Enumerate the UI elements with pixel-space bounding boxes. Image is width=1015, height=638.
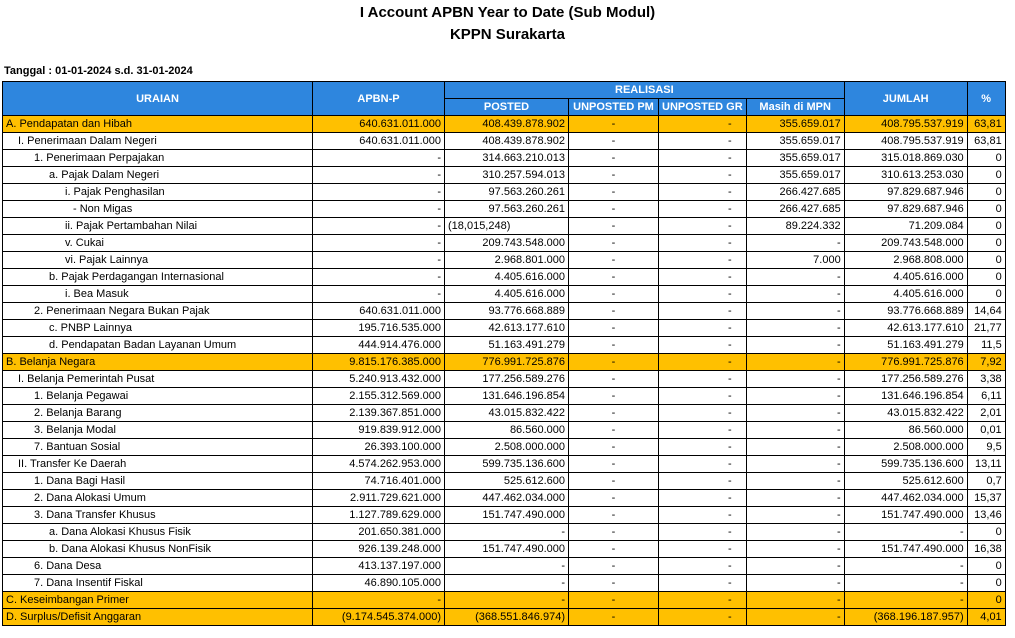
- cell-unposted-pm: -: [569, 167, 659, 184]
- cell-jumlah: -: [844, 558, 967, 575]
- cell-unposted-pm: -: [569, 150, 659, 167]
- cell-unposted-pm: -: [569, 252, 659, 269]
- cell-apbnp: -: [313, 184, 445, 201]
- cell-masih-mpn: -: [746, 354, 844, 371]
- cell-jumlah: 310.613.253.030: [844, 167, 967, 184]
- cell-unposted-gr: -: [659, 269, 747, 286]
- cell-masih-mpn: -: [746, 490, 844, 507]
- cell-unposted-pm: -: [569, 269, 659, 286]
- cell-uraian: C. Keseimbangan Primer: [3, 592, 313, 609]
- cell-unposted-gr: -: [659, 507, 747, 524]
- cell-uraian: a. Pajak Dalam Negeri: [3, 167, 313, 184]
- cell-posted: -: [445, 524, 569, 541]
- cell-jumlah: 599.735.136.600: [844, 456, 967, 473]
- cell-masih-mpn: -: [746, 575, 844, 592]
- cell-apbnp: 46.890.105.000: [313, 575, 445, 592]
- cell-persen: 2,01: [967, 405, 1005, 422]
- cell-unposted-gr: -: [659, 473, 747, 490]
- table-row: [3, 507, 1006, 524]
- cell-persen: 0: [967, 252, 1005, 269]
- table-row: [3, 558, 1006, 575]
- cell-persen: 63,81: [967, 133, 1005, 150]
- cell-apbnp: (9.174.545.374.000): [313, 609, 445, 626]
- cell-jumlah: 2.508.000.000: [844, 439, 967, 456]
- cell-unposted-gr: -: [659, 405, 747, 422]
- cell-masih-mpn: -: [746, 558, 844, 575]
- cell-unposted-gr: -: [659, 133, 747, 150]
- cell-uraian: 2. Penerimaan Negara Bukan Pajak: [3, 303, 313, 320]
- table-row: [3, 575, 1006, 592]
- cell-uraian: I. Penerimaan Dalam Negeri: [3, 133, 313, 150]
- table-row: [3, 592, 1006, 609]
- cell-persen: 15,37: [967, 490, 1005, 507]
- cell-jumlah: 447.462.034.000: [844, 490, 967, 507]
- cell-masih-mpn: 89.224.332: [746, 218, 844, 235]
- cell-unposted-gr: -: [659, 337, 747, 354]
- cell-masih-mpn: -: [746, 405, 844, 422]
- cell-persen: 0: [967, 575, 1005, 592]
- cell-persen: 0: [967, 218, 1005, 235]
- cell-uraian: b. Dana Alokasi Khusus NonFisik: [3, 541, 313, 558]
- cell-uraian: 3. Dana Transfer Khusus: [3, 507, 313, 524]
- cell-jumlah: 151.747.490.000: [844, 541, 967, 558]
- table-row: [3, 303, 1006, 320]
- cell-uraian: 1. Belanja Pegawai: [3, 388, 313, 405]
- cell-persen: 0: [967, 184, 1005, 201]
- table-row: [3, 354, 1006, 371]
- cell-posted: 151.747.490.000: [445, 507, 569, 524]
- cell-unposted-gr: -: [659, 592, 747, 609]
- cell-masih-mpn: -: [746, 507, 844, 524]
- cell-unposted-gr: -: [659, 116, 747, 133]
- cell-jumlah: 408.795.537.919: [844, 133, 967, 150]
- cell-apbnp: 413.137.197.000: [313, 558, 445, 575]
- cell-persen: 0: [967, 201, 1005, 218]
- cell-uraian: 2. Belanja Barang: [3, 405, 313, 422]
- cell-posted: 177.256.589.276: [445, 371, 569, 388]
- table-row: [3, 490, 1006, 507]
- cell-masih-mpn: 7.000: [746, 252, 844, 269]
- cell-uraian: 7. Dana Insentif Fiskal: [3, 575, 313, 592]
- table-row: [3, 218, 1006, 235]
- table-row: [3, 167, 1006, 184]
- cell-jumlah: 177.256.589.276: [844, 371, 967, 388]
- cell-unposted-gr: -: [659, 354, 747, 371]
- cell-apbnp: -: [313, 167, 445, 184]
- cell-unposted-gr: -: [659, 201, 747, 218]
- cell-masih-mpn: -: [746, 609, 844, 626]
- cell-apbnp: 919.839.912.000: [313, 422, 445, 439]
- cell-jumlah: 43.015.832.422: [844, 405, 967, 422]
- date-range: Tanggal : 01-01-2024 s.d. 31-01-2024: [4, 65, 193, 77]
- cell-masih-mpn: -: [746, 541, 844, 558]
- cell-posted: 310.257.594.013: [445, 167, 569, 184]
- table-row: [3, 320, 1006, 337]
- cell-posted: 599.735.136.600: [445, 456, 569, 473]
- cell-posted: 408.439.878.902: [445, 133, 569, 150]
- cell-posted: (18,015,248): [445, 218, 569, 235]
- cell-posted: 408.439.878.902: [445, 116, 569, 133]
- cell-persen: 4,01: [967, 609, 1005, 626]
- table-row: [3, 456, 1006, 473]
- cell-unposted-pm: -: [569, 541, 659, 558]
- table-row: [3, 371, 1006, 388]
- cell-apbnp: -: [313, 235, 445, 252]
- cell-unposted-pm: -: [569, 558, 659, 575]
- cell-posted: 2.508.000.000: [445, 439, 569, 456]
- table-row: [3, 184, 1006, 201]
- cell-uraian: 3. Belanja Modal: [3, 422, 313, 439]
- header-persen: %: [967, 82, 1005, 116]
- cell-uraian: A. Pendapatan dan Hibah: [3, 116, 313, 133]
- cell-persen: 3,38: [967, 371, 1005, 388]
- cell-unposted-pm: -: [569, 592, 659, 609]
- cell-posted: 42.613.177.610: [445, 320, 569, 337]
- cell-uraian: 1. Penerimaan Perpajakan: [3, 150, 313, 167]
- apbn-table: [2, 81, 1006, 626]
- table-row: [3, 252, 1006, 269]
- table-row: [3, 150, 1006, 167]
- cell-unposted-pm: -: [569, 133, 659, 150]
- cell-persen: 0,7: [967, 473, 1005, 490]
- cell-posted: 2.968.801.000: [445, 252, 569, 269]
- cell-unposted-gr: -: [659, 218, 747, 235]
- cell-uraian: 7. Bantuan Sosial: [3, 439, 313, 456]
- cell-jumlah: -: [844, 592, 967, 609]
- cell-uraian: vi. Pajak Lainnya: [3, 252, 313, 269]
- cell-uraian: I. Belanja Pemerintah Pusat: [3, 371, 313, 388]
- cell-jumlah: 209.743.548.000: [844, 235, 967, 252]
- cell-apbnp: 74.716.401.000: [313, 473, 445, 490]
- cell-apbnp: -: [313, 252, 445, 269]
- header-jumlah: JUMLAH: [844, 82, 967, 116]
- cell-persen: 11,5: [967, 337, 1005, 354]
- table-row: [3, 235, 1006, 252]
- cell-unposted-pm: -: [569, 371, 659, 388]
- cell-jumlah: 97.829.687.946: [844, 184, 967, 201]
- cell-persen: 13,46: [967, 507, 1005, 524]
- cell-unposted-pm: -: [569, 507, 659, 524]
- cell-persen: 0: [967, 524, 1005, 541]
- cell-unposted-gr: -: [659, 575, 747, 592]
- cell-jumlah: 2.968.808.000: [844, 252, 967, 269]
- cell-persen: 21,77: [967, 320, 1005, 337]
- cell-jumlah: 93.776.668.889: [844, 303, 967, 320]
- cell-apbnp: 4.574.262.953.000: [313, 456, 445, 473]
- cell-posted: 93.776.668.889: [445, 303, 569, 320]
- cell-masih-mpn: 355.659.017: [746, 167, 844, 184]
- cell-jumlah: 408.795.537.919: [844, 116, 967, 133]
- table-row: [3, 286, 1006, 303]
- cell-unposted-pm: -: [569, 286, 659, 303]
- cell-apbnp: 2.911.729.621.000: [313, 490, 445, 507]
- cell-masih-mpn: -: [746, 286, 844, 303]
- cell-posted: 151.747.490.000: [445, 541, 569, 558]
- cell-uraian: - Non Migas: [3, 201, 313, 218]
- cell-persen: 0: [967, 592, 1005, 609]
- cell-apbnp: -: [313, 218, 445, 235]
- cell-unposted-pm: -: [569, 116, 659, 133]
- table-row: [3, 524, 1006, 541]
- header-uraian: URAIAN: [3, 82, 313, 116]
- cell-persen: 14,64: [967, 303, 1005, 320]
- cell-persen: 9,5: [967, 439, 1005, 456]
- cell-posted: 86.560.000: [445, 422, 569, 439]
- cell-unposted-pm: -: [569, 405, 659, 422]
- cell-persen: 63,81: [967, 116, 1005, 133]
- table-body: [3, 116, 1006, 626]
- cell-posted: 51.163.491.279: [445, 337, 569, 354]
- cell-uraian: d. Pendapatan Badan Layanan Umum: [3, 337, 313, 354]
- cell-unposted-gr: -: [659, 167, 747, 184]
- cell-unposted-pm: -: [569, 184, 659, 201]
- cell-apbnp: 195.716.535.000: [313, 320, 445, 337]
- cell-unposted-pm: -: [569, 422, 659, 439]
- cell-jumlah: -: [844, 575, 967, 592]
- cell-masih-mpn: -: [746, 439, 844, 456]
- cell-unposted-gr: -: [659, 609, 747, 626]
- cell-apbnp: -: [313, 269, 445, 286]
- cell-persen: 16,38: [967, 541, 1005, 558]
- table-row: [3, 609, 1006, 626]
- cell-uraian: 6. Dana Desa: [3, 558, 313, 575]
- cell-apbnp: 926.139.248.000: [313, 541, 445, 558]
- cell-unposted-pm: -: [569, 575, 659, 592]
- cell-masih-mpn: -: [746, 269, 844, 286]
- cell-unposted-pm: -: [569, 201, 659, 218]
- cell-posted: 131.646.196.854: [445, 388, 569, 405]
- cell-apbnp: 640.631.011.000: [313, 116, 445, 133]
- cell-apbnp: -: [313, 592, 445, 609]
- cell-persen: 0,01: [967, 422, 1005, 439]
- cell-masih-mpn: 355.659.017: [746, 116, 844, 133]
- cell-uraian: v. Cukai: [3, 235, 313, 252]
- cell-unposted-pm: -: [569, 490, 659, 507]
- cell-apbnp: 5.240.913.432.000: [313, 371, 445, 388]
- table-row: [3, 269, 1006, 286]
- cell-persen: 0: [967, 235, 1005, 252]
- cell-masih-mpn: 355.659.017: [746, 150, 844, 167]
- cell-masih-mpn: 266.427.685: [746, 201, 844, 218]
- cell-uraian: a. Dana Alokasi Khusus Fisik: [3, 524, 313, 541]
- cell-uraian: 1. Dana Bagi Hasil: [3, 473, 313, 490]
- cell-uraian: i. Pajak Penghasilan: [3, 184, 313, 201]
- cell-unposted-gr: -: [659, 524, 747, 541]
- cell-jumlah: 86.560.000: [844, 422, 967, 439]
- cell-uraian: i. Bea Masuk: [3, 286, 313, 303]
- cell-uraian: b. Pajak Perdagangan Internasional: [3, 269, 313, 286]
- cell-apbnp: 2.139.367.851.000: [313, 405, 445, 422]
- cell-jumlah: 51.163.491.279: [844, 337, 967, 354]
- cell-persen: 0: [967, 167, 1005, 184]
- cell-apbnp: -: [313, 201, 445, 218]
- cell-persen: 0: [967, 286, 1005, 303]
- cell-jumlah: 4.405.616.000: [844, 269, 967, 286]
- cell-unposted-pm: -: [569, 609, 659, 626]
- cell-persen: 7,92: [967, 354, 1005, 371]
- cell-uraian: D. Surplus/Defisit Anggaran: [3, 609, 313, 626]
- cell-masih-mpn: -: [746, 473, 844, 490]
- cell-masih-mpn: -: [746, 456, 844, 473]
- cell-apbnp: -: [313, 150, 445, 167]
- table-row: [3, 473, 1006, 490]
- cell-masih-mpn: -: [746, 303, 844, 320]
- cell-uraian: II. Transfer Ke Daerah: [3, 456, 313, 473]
- cell-unposted-pm: -: [569, 235, 659, 252]
- cell-unposted-gr: -: [659, 541, 747, 558]
- cell-posted: -: [445, 592, 569, 609]
- cell-jumlah: 42.613.177.610: [844, 320, 967, 337]
- cell-apbnp: 201.650.381.000: [313, 524, 445, 541]
- cell-masih-mpn: -: [746, 235, 844, 252]
- table-row: [3, 541, 1006, 558]
- cell-jumlah: 525.612.600: [844, 473, 967, 490]
- cell-unposted-pm: -: [569, 218, 659, 235]
- cell-posted: 776.991.725.876: [445, 354, 569, 371]
- cell-masih-mpn: -: [746, 337, 844, 354]
- cell-unposted-pm: -: [569, 388, 659, 405]
- cell-apbnp: 1.127.789.629.000: [313, 507, 445, 524]
- header-masih-mpn: Masih di MPN: [746, 99, 844, 116]
- cell-jumlah: 131.646.196.854: [844, 388, 967, 405]
- table-row: [3, 337, 1006, 354]
- cell-jumlah: 71.209.084: [844, 218, 967, 235]
- cell-unposted-gr: -: [659, 422, 747, 439]
- cell-unposted-gr: -: [659, 150, 747, 167]
- header-apbnp: APBN-P: [313, 82, 445, 116]
- cell-unposted-gr: -: [659, 456, 747, 473]
- table-row: [3, 133, 1006, 150]
- cell-unposted-pm: -: [569, 473, 659, 490]
- cell-unposted-gr: -: [659, 371, 747, 388]
- cell-jumlah: 4.405.616.000: [844, 286, 967, 303]
- cell-unposted-gr: -: [659, 388, 747, 405]
- table-row: [3, 116, 1006, 133]
- cell-posted: 447.462.034.000: [445, 490, 569, 507]
- cell-persen: 0: [967, 558, 1005, 575]
- header-posted: POSTED: [445, 99, 569, 116]
- cell-jumlah: 151.747.490.000: [844, 507, 967, 524]
- cell-unposted-pm: -: [569, 303, 659, 320]
- cell-masih-mpn: 355.659.017: [746, 133, 844, 150]
- cell-uraian: c. PNBP Lainnya: [3, 320, 313, 337]
- cell-unposted-gr: -: [659, 439, 747, 456]
- cell-persen: 0: [967, 150, 1005, 167]
- report-subtitle: KPPN Surakarta: [449, 26, 566, 43]
- cell-masih-mpn: -: [746, 524, 844, 541]
- cell-jumlah: 315.018.869.030: [844, 150, 967, 167]
- cell-posted: 4.405.616.000: [445, 286, 569, 303]
- cell-persen: 13,11: [967, 456, 1005, 473]
- cell-unposted-gr: -: [659, 558, 747, 575]
- cell-uraian: B. Belanja Negara: [3, 354, 313, 371]
- cell-unposted-gr: -: [659, 286, 747, 303]
- cell-apbnp: 2.155.312.569.000: [313, 388, 445, 405]
- table-row: [3, 405, 1006, 422]
- cell-posted: 43.015.832.422: [445, 405, 569, 422]
- table-row: [3, 439, 1006, 456]
- header-unposted-pm: UNPOSTED PM: [569, 99, 659, 116]
- cell-persen: 0: [967, 269, 1005, 286]
- cell-posted: -: [445, 575, 569, 592]
- cell-jumlah: 776.991.725.876: [844, 354, 967, 371]
- cell-persen: 6,11: [967, 388, 1005, 405]
- cell-posted: 4.405.616.000: [445, 269, 569, 286]
- cell-unposted-pm: -: [569, 439, 659, 456]
- cell-unposted-pm: -: [569, 456, 659, 473]
- cell-unposted-gr: -: [659, 184, 747, 201]
- cell-apbnp: 26.393.100.000: [313, 439, 445, 456]
- cell-unposted-pm: -: [569, 337, 659, 354]
- cell-apbnp: 640.631.011.000: [313, 303, 445, 320]
- cell-unposted-gr: -: [659, 252, 747, 269]
- cell-apbnp: 444.914.476.000: [313, 337, 445, 354]
- cell-posted: 314.663.210.013: [445, 150, 569, 167]
- header-realisasi: REALISASI: [445, 82, 845, 99]
- cell-posted: 97.563.260.261: [445, 184, 569, 201]
- cell-apbnp: 9.815.176.385.000: [313, 354, 445, 371]
- table-row: [3, 388, 1006, 405]
- cell-posted: -: [445, 558, 569, 575]
- cell-masih-mpn: -: [746, 592, 844, 609]
- cell-posted: 209.743.548.000: [445, 235, 569, 252]
- cell-unposted-pm: -: [569, 354, 659, 371]
- cell-unposted-gr: -: [659, 320, 747, 337]
- report-title: I Account APBN Year to Date (Sub Modul): [359, 4, 656, 21]
- cell-masih-mpn: -: [746, 371, 844, 388]
- cell-posted: (368.551.846.974): [445, 609, 569, 626]
- cell-unposted-gr: -: [659, 303, 747, 320]
- cell-masih-mpn: -: [746, 422, 844, 439]
- cell-uraian: 2. Dana Alokasi Umum: [3, 490, 313, 507]
- cell-unposted-pm: -: [569, 320, 659, 337]
- cell-uraian: ii. Pajak Pertambahan Nilai: [3, 218, 313, 235]
- cell-jumlah: (368.196.187.957): [844, 609, 967, 626]
- cell-apbnp: 640.631.011.000: [313, 133, 445, 150]
- cell-unposted-gr: -: [659, 235, 747, 252]
- table-row: [3, 422, 1006, 439]
- cell-masih-mpn: -: [746, 388, 844, 405]
- cell-jumlah: 97.829.687.946: [844, 201, 967, 218]
- table-row: [3, 201, 1006, 218]
- cell-posted: 97.563.260.261: [445, 201, 569, 218]
- cell-masih-mpn: -: [746, 320, 844, 337]
- cell-unposted-gr: -: [659, 490, 747, 507]
- cell-apbnp: -: [313, 286, 445, 303]
- cell-posted: 525.612.600: [445, 473, 569, 490]
- cell-jumlah: -: [844, 524, 967, 541]
- cell-unposted-pm: -: [569, 524, 659, 541]
- cell-masih-mpn: 266.427.685: [746, 184, 844, 201]
- header-unposted-gr: UNPOSTED GR: [659, 99, 747, 116]
